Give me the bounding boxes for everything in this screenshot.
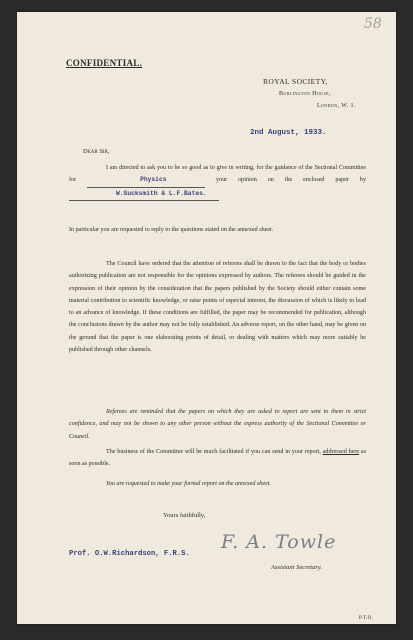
letter-date: 2nd August, 1933. — [250, 129, 327, 137]
address-line-1: Burlington House, — [279, 91, 331, 97]
authors-field — [69, 188, 219, 201]
organization-name: ROYAL SOCIETY, — [263, 77, 328, 86]
recipient: Prof. O.W.Richardson, F.R.S. — [69, 550, 190, 558]
business-text-2: as soon as possible. — [69, 449, 366, 468]
confidential-heading: CONFIDENTIAL. — [66, 58, 143, 68]
request-text-1: I am directed to ask you to be so good as to give in writing, for the guidance of the Sectional Committee for — [69, 165, 366, 184]
request-text-2: your opinion on the enclosed paper by — [216, 177, 366, 184]
letter-page — [17, 12, 396, 624]
paragraph-council: The Council have ordered that the attention of referees shall be drawn to the fact that the body or bodies authorizing publication are not responsible for the opinions expressed by authors. The referees should be guided in the expression of their opinion by the consideration that the papers published by the Society should either contain some material contribution to scientific knowledge, or raise points of especial interest, the discussion of which is likely to lead to an advance of knowledge. If these conditions are fulfilled, the paper may be recommended for publication, although the conclusions drawn by the author may not be fully established. An adverse report, on the other hand, may be given on the ground that the paper is one elaborating points of detail, or dealing with matters which may more suitably be published through other channels. — [69, 261, 366, 354]
authors-value: W.Sucksmith & L.F.Bates. — [116, 189, 207, 197]
closing: Yours faithfully, — [163, 512, 206, 519]
paragraph-formal-report: You are requested to make your formal report on the annexed sheet. — [106, 481, 271, 487]
address-line-2: London, W. 1. — [317, 103, 356, 109]
signatory-title: Assistant Secretary. — [271, 564, 323, 571]
pto-mark: P.T.O. — [359, 616, 374, 621]
subject-field — [87, 174, 205, 187]
salutation: Dear Sir, — [83, 148, 110, 155]
paragraph-confidence: Referees are reminded that the papers on which they are asked to report are sent to them in strict confidence, and may not be shown to any other person without the express authority of the Sectional Committee or Council. — [69, 409, 366, 440]
paragraph-business — [69, 446, 366, 471]
paragraph-request — [69, 162, 366, 201]
business-text-1: The business of the Committee will be much facilitated if you can send in your report, — [106, 449, 321, 455]
paragraph-questions: In particular you are requested to reply to the questions stated on the annexed sheet. — [69, 227, 274, 233]
page-number-mark: 58 — [364, 16, 382, 32]
business-underlined: addressed here — [322, 449, 360, 455]
subject-value: Physics — [140, 176, 167, 184]
signature: F. A. Towle — [221, 531, 337, 553]
